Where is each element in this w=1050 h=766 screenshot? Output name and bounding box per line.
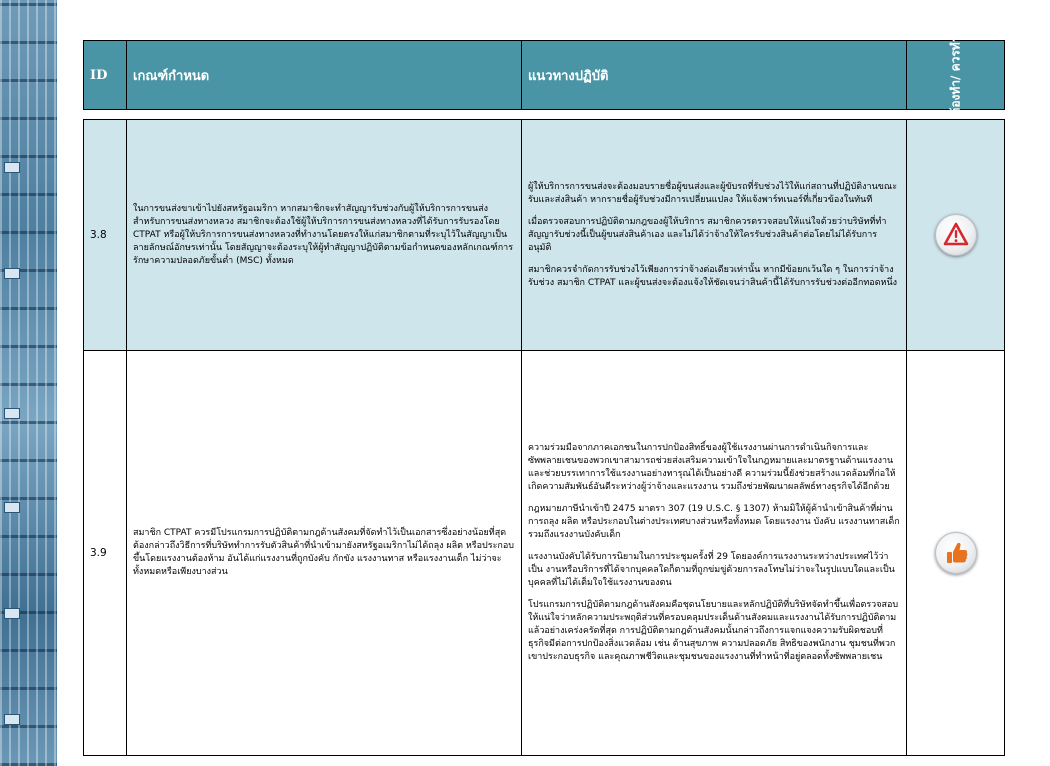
row-id: 3.8: [84, 120, 127, 350]
row-requirement: [907, 351, 1004, 755]
row-criteria: [127, 351, 522, 755]
header-requirement-label: ต้องทำ/ ควรทำ: [948, 35, 962, 115]
container-stack-decoration: [0, 0, 57, 766]
row-requirement: [907, 120, 1004, 350]
header-guidance: แนวทางปฏิบัติ: [522, 41, 907, 109]
guidance-paragraph: กฎหมายภาษีนำเข้าปี 2475 มาตรา 307 (19 U.S.C. § 1307) ห้ามมิให้ผู้ค้านำเข้าสินค้าที่ผ่านการถลุง ผลิต หรือประกอบในต่างประเทศบางส่วนหรือทั้งหมด โดยแรงงาน บังคับ แรงงานทาสเด็ก รวมถึงแรงงานบังคับเด็ก: [528, 504, 900, 540]
header-criteria: เกณฑ์กำหนด: [127, 41, 522, 109]
row-guidance: [522, 120, 907, 350]
table-row: [84, 351, 1004, 755]
row-id: 3.9: [84, 351, 127, 755]
guidance-paragraph: สมาชิกควรจำกัดการรับช่วงไว้เพียงการว่าจ้างต่อเดียวเท่านั้น หากมีข้อยกเว้นใด ๆ ในการว่าจ้างรับช่วง สมาชิก CTPAT และผู้ขนส่งจะต้องแจ้งให้ชัดเจนว่าสินค้านี้ได้รับการรับช่วงต่ออีกทอดหนึ่ง: [528, 264, 898, 288]
warning-icon: [935, 214, 977, 256]
table-header: [83, 35, 1005, 115]
header-id: ID: [84, 41, 127, 109]
guidance-paragraph: โปรแกรมการปฏิบัติตามกฎด้านสังคมคือชุดนโยบายและหลักปฏิบัติที่บริษัทจัดทำขึ้นเพื่อตรวจสอบให้แน่ใจว่าหลักความประพฤติส่วนที่ครอบคลุมประเด็นด้านสังคมและแรงงานได้รับการปฏิบัติตามแล้วอย่างเคร่งครัดที่สุด การปฏิบัติตามกฎด้านสังคมนั้นกล่าวถึงการแจกแจงความรับผิดชอบที่ธุรกิจมีต่อการปกป้องสิ่งแวดล้อม เช่น ด้านสุขภาพ ความปลอดภัย สิทธิของพนักงาน ชุมชนที่พวกเขาประกอบธุรกิจ และคุณภาพชีวิตและชุมชนของแรงงานที่ทำหน้าที่อยู่ตลอดทั้งซัพพลายเชน: [528, 600, 899, 662]
row-criteria: [127, 120, 522, 350]
header-requirement: [907, 35, 1004, 115]
guidance-paragraph: แรงงานบังคับได้รับการนิยามในการประชุมครั้งที่ 29 โดยองค์การแรงงานระหว่างประเทศไว้ว่าเป็น งานหรือบริการที่ได้จากบุคคลใดก็ตามที่ถูกข่มขู่ด้วยการลงโทษไม่ว่าจะในรูปแบบใดและเป็นบุคคลที่ไม่ได้เต็มใจใช้แรงงานของตน: [528, 552, 895, 588]
table-row: [84, 120, 1004, 351]
row-guidance: [522, 351, 907, 755]
guidance-paragraph: ความร่วมมือจากภาคเอกชนในการปกป้องสิทธิ์ของผู้ใช้แรงงานผ่านการดำเนินกิจการและซัพพลายเชนของพวกเขาสามารถช่วยส่งเสริมความเข้าใจในกฎหมายและมาตรฐานด้านแรงงานและช่วยบรรเทาการใช้แรงงานอย่างทารุณได้เป็นอย่างดี ความร่วมนี้ยังช่วยสร้างแวดล้อมที่ก่อให้เกิดความสัมพันธ์อันดีระหว่างผู้ว่าจ้างและแรงงาน รวมถึงช่วยพัฒนาผลลัพธ์ทางธุรกิจได้อีกด้วย: [528, 443, 896, 492]
thumbs-up-icon: [935, 532, 977, 574]
guidance-paragraph: เมื่อตรวจสอบการปฏิบัติตามกฎของผู้ให้บริการ สมาชิกควรตรวจสอบให้แน่ใจด้วยว่าบริษัทที่ทำสัญญารับช่วงนี้เป็นผู้ขนส่งสินค้าเอง และไม่ได้ว่าจ้างให้ใครรับช่วงสินค้าต่อโดยไม่ได้รับการอนุมัติ: [528, 216, 887, 253]
criteria-table: [83, 119, 1005, 756]
guidance-paragraph: ผู้ให้บริการการขนส่งจะต้องมอบรายชื่อผู้ขนส่งและผู้ขับรถที่รับช่วงไว้ให้แก่สถานที่ปฏิบัติงานขณะรับและส่งสินค้า หากรายชื่อผู้รับช่วงมีการเปลี่ยนแปลง ให้แจ้งพาร์ทเนอร์ที่เกี่ยวข้องในทันที: [528, 181, 898, 205]
criteria-text: ในการขนส่งขาเข้าไปยังสหรัฐอเมริกา หากสมาชิกจะทำสัญญารับช่วงกับผู้ให้บริการการขนส่งสำหรับการขนส่งทางหลวง สมาชิกจะต้องใช้ผู้ให้บริการการขนส่งทางหลวงที่ได้รับการรับรองโดย CTPAT หรือผู้ให้บริการการขนส่งทางหลวงที่ทำงานโดยตรงให้แก่สมาชิกตามที่ระบุไว้ในสัญญาเป็นลายลักษณ์อักษรเท่านั้น โดยสัญญาจะต้องระบุให้ผู้ทำสัญญาปฏิบัติตามข้อกำหนดของหลักเกณฑ์การรักษาความปลอดภัยขั้นต่ำ (MSC) ทั้งหมด: [133, 203, 514, 266]
criteria-text: สมาชิก CTPAT ควรมีโปรแกรมการปฏิบัติตามกฎด้านสังคมที่จัดทำไว้เป็นเอกสารซึ่งอย่างน้อยที่สุด ต้องกล่าวถึงวิธีการที่บริษัททำการรับตัวสินค้าที่นำเข้ามายังสหรัฐอเมริกาไม่ได้ถลุง ผลิต หรือประกอบขึ้นโดยแรงงานต้องห้าม อันได้แก่แรงงานที่ถูกบังคับ กักขัง แรงงานทาส หรือแรงงานเด็ก ไม่ว่าจะทั้งหมดหรือเพียงบางส่วน: [133, 528, 514, 577]
